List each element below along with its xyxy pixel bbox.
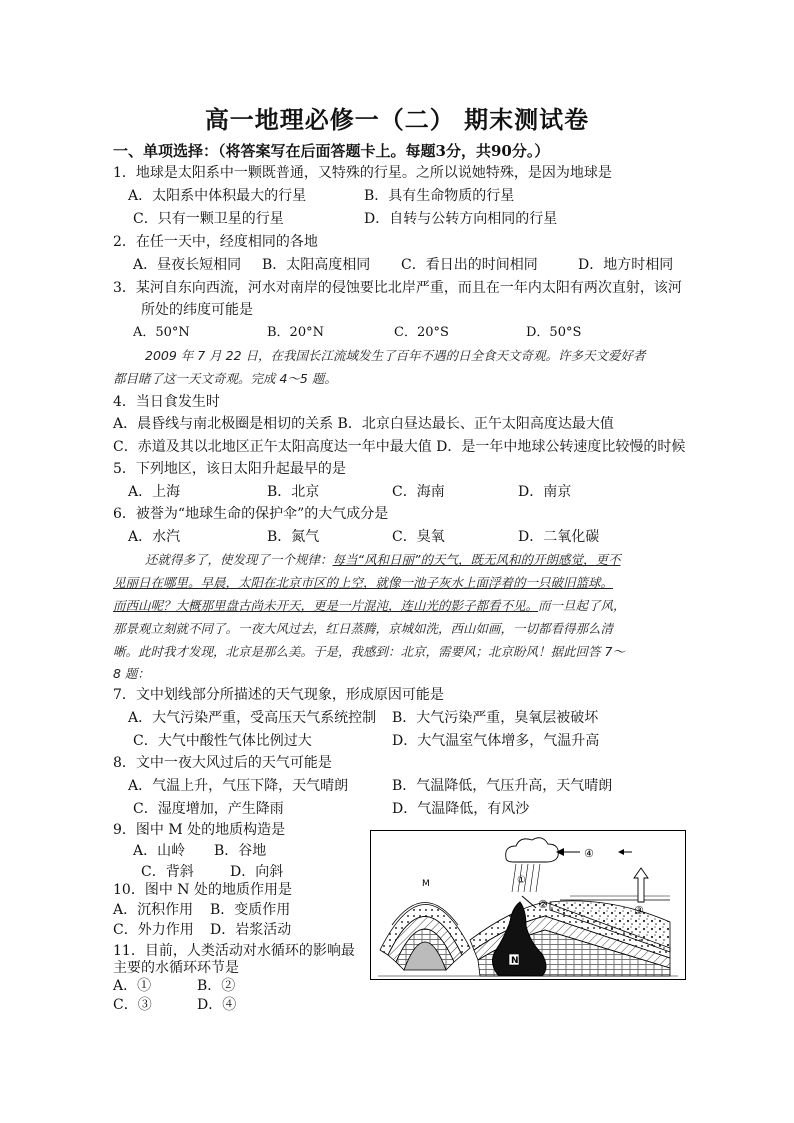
passage-line3-underlined: 而西山呢？大概那里盘古尚未开天，更是一片混沌，连山光的影子都看不见。 [113, 598, 539, 613]
q5-option-b: B．北京 [267, 484, 320, 500]
q8-option-b: B．气温降低，气压升高，天气晴朗 [392, 778, 613, 794]
label-n: N [511, 956, 519, 966]
q2-option-b: B．太阳高度相同 [262, 257, 371, 273]
label-circle-4: ④ [584, 847, 594, 860]
q11-option-b: B．② [197, 978, 236, 994]
q11-option-c: C．③ [113, 997, 152, 1013]
passage-line3-plain: 而一旦起了风， [538, 598, 626, 613]
passage-line5: 晰。此时我才发现，北京是那么美。于是，我感到：北京，需要风；北京盼风！据此回答 7～ [113, 644, 625, 659]
passage-line1-plain: 还就得多了，使发现了一个规律： [145, 552, 333, 567]
passage-line6: 8 题： [113, 666, 150, 681]
q11-stem-line1: 11．目前，人类活动对水循环的影响最 [113, 943, 355, 959]
intro-4-5-line1: 2009 年 7 月 22 日，在我国长江流域发生了百年不遇的日全食天文奇观。许多天文爱好者 [145, 348, 646, 363]
q9-stem: 9．图中 M 处的地质构造是 [113, 822, 286, 838]
q6-option-c: C．臭氧 [392, 529, 445, 545]
q3-option-b: B．20°N [267, 325, 324, 340]
q11-option-d: D．④ [197, 997, 237, 1013]
q7-option-b: B．大气污染严重，臭氧层被破坏 [392, 710, 599, 726]
q10-option-a: A．沉积作用 [113, 902, 194, 918]
q3-option-d: D．50°S [526, 325, 582, 340]
q10-option-b: B．变质作用 [210, 902, 291, 918]
q1-option-d: D．自转与公转方向相同的行星 [364, 211, 558, 227]
intro-4-5-line2: 都目睹了这一天文奇观。完成 4～5 题。 [113, 371, 337, 386]
q11-stem-line2: 主要的水循环环节是 [113, 960, 239, 976]
q9-option-a: A．山岭 [133, 843, 186, 859]
q9-option-b: B．谷地 [214, 843, 267, 859]
label-circle-1: ① [517, 875, 526, 886]
section-heading: 一、单项选择：（将答案写在后面答题卡上。每题3分，共90分。） [113, 142, 550, 160]
q1-option-b: B．具有生命物质的行星 [364, 188, 515, 204]
q3-stem-cont: 所处的纬度可能是 [141, 302, 253, 318]
label-m: M [422, 879, 430, 889]
q6-option-d: D．二氧化碳 [518, 529, 600, 545]
q7-option-a: A．大气污染严重，受高压天气系统控制 [128, 710, 377, 726]
q2-option-d: D．地方时相同 [578, 257, 674, 273]
passage-line3 [113, 597, 626, 615]
q9-option-d: D．向斜 [230, 864, 284, 880]
passage-line1-underlined: 每当“风和日丽”的天气，既无风和的开朗感觉，更不 [332, 552, 621, 567]
passage-line2: 见丽日在哪里。早晨，太阳在北京市区的上空，就像一池子灰水上面浮着的一只破旧篮球。 [113, 575, 614, 590]
q6-option-b: B．氮气 [267, 529, 320, 545]
label-circle-2: ② [538, 898, 548, 911]
q8-option-a: A．气温上升，气压下降，天气晴朗 [128, 778, 349, 794]
q10-option-d: D．岩浆活动 [210, 922, 292, 938]
geology-water-cycle-figure [370, 830, 686, 980]
passage-line4: 那景观立刻就不同了。一夜大风过去，红日蒸腾，京城如洗，西山如画，一切都看得那么清 [113, 621, 614, 636]
q5-stem: 5．下列地区，该日太阳升起最早的是 [113, 461, 346, 477]
q3-option-c: C．20°S [394, 325, 449, 340]
label-circle-3: ③ [634, 904, 644, 917]
q2-option-a: A．昼夜长短相同 [133, 257, 242, 273]
q4-stem: 4．当日食发生时 [113, 394, 220, 410]
q1-stem: 1．地球是太阳系中一颗既普通，又特殊的行星。之所以说她特殊，是因为地球是 [113, 165, 612, 181]
q5-option-c: C．海南 [392, 484, 445, 500]
q3-stem: 3．某河自东向西流，河水对南岸的侵蚀要比北岸严重，而且在一年内太阳有两次直射，该河 [113, 280, 682, 296]
q2-option-c: C．看日出的时间相同 [401, 257, 538, 273]
q3-option-a: A．50°N [133, 325, 190, 340]
q1-option-c: C．只有一颗卫星的行星 [133, 211, 284, 227]
q8-option-c: C．湿度增加，产生降雨 [133, 801, 284, 817]
page-title: 高一地理必修一（二） 期末测试卷 [204, 105, 590, 134]
q9-option-c: C．背斜 [141, 864, 194, 880]
q1-option-a: A．太阳系中体积最大的行星 [128, 188, 307, 204]
q6-option-a: A．水汽 [128, 529, 181, 545]
q7-stem: 7．文中划线部分所描述的天气现象，形成原因可能是 [113, 687, 444, 703]
q11-option-a: A．① [113, 978, 152, 994]
q8-stem: 8．文中一夜大风过后的天气可能是 [113, 755, 332, 771]
q4-options-cd: C．赤道及其以北地区正午太阳高度达一年中最大值 D．是一年中地球公转速度比较慢的时候 [113, 439, 686, 455]
q2-stem: 2．在任一天中，经度相同的各地 [113, 234, 318, 250]
q6-stem: 6．被誉为“地球生命的保护伞”的大气成分是 [113, 506, 389, 522]
q10-stem: 10．图中 N 处的地质作用是 [113, 882, 292, 898]
q7-option-c: C．大气中酸性气体比例过大 [133, 733, 312, 749]
q10-option-c: C．外力作用 [113, 922, 194, 938]
q8-option-d: D．气温降低，有风沙 [392, 801, 530, 817]
q5-option-a: A．上海 [128, 484, 181, 500]
passage-line1 [145, 551, 620, 569]
q5-option-d: D．南京 [518, 484, 572, 500]
q4-options-ab: A．晨昏线与南北极圈是相切的关系 B．北京白昼达最长、正午太阳高度达最大值 [113, 416, 614, 432]
q7-option-d: D．大气温室气体增多，气温升高 [392, 733, 600, 749]
